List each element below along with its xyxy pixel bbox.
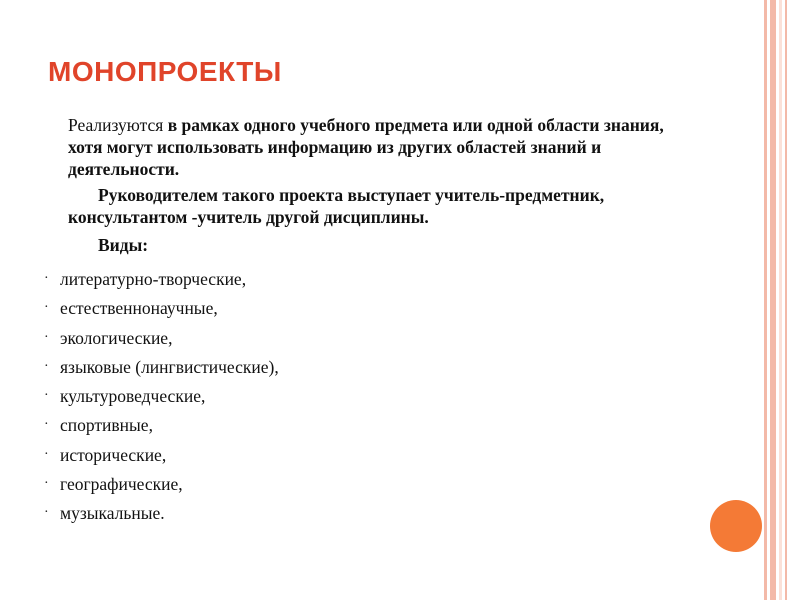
list-item [44,356,279,385]
types-list [44,268,279,532]
types-label: Виды: [98,235,149,255]
list-item-text: музыкальные. [60,503,165,524]
description-rest: в рамках одного учебного предмета или одной области знания, хотя могут использовать информацию из других областей знаний и деятельности. [68,115,664,179]
list-item-text: спортивные, [60,415,153,436]
stripe-band-3 [779,0,782,600]
list-item [44,297,279,326]
stripe-band-1 [764,0,767,600]
stripe-band-4 [785,0,787,600]
description-paragraph [60,114,700,180]
list-item [44,385,279,414]
list-item-text: исторические, [60,444,167,465]
list-item [44,444,279,473]
decorative-circle [710,500,762,552]
list-item-text: литературно-творческие, [60,269,247,289]
bullet-icon: · [44,505,49,521]
list-item [44,327,279,356]
list-item-text: географические, [60,474,183,495]
list-item [44,268,279,297]
bullet-icon: · [44,358,49,374]
bullet-icon: · [44,417,49,433]
list-item-text: культуроведческие, [60,386,206,407]
slide-title: МОНОПРОЕКТЫ [48,56,282,87]
bullet-icon: · [44,300,49,316]
bullet-icon: · [44,388,49,404]
bullet-icon: · [44,476,49,492]
list-item-text: экологические, [60,327,173,348]
list-item-text: языковые (лингвистические), [60,356,279,377]
bullet-icon: · [44,329,49,345]
list-item [44,473,279,502]
list-item [44,414,279,443]
decorative-stripes [760,0,800,600]
bullet-icon: · [44,446,49,462]
slide-body [60,114,700,256]
list-item [44,502,279,531]
stripe-band-2 [770,0,776,600]
leadership-paragraph: Руководителем такого проекта выступает учитель-предметник, консультантом -учитель другой дисциплины. [68,185,605,227]
bullet-icon: · [44,271,49,286]
description-lead: Реализуются [68,115,168,135]
list-item-text: естественнонаучные, [60,298,218,319]
